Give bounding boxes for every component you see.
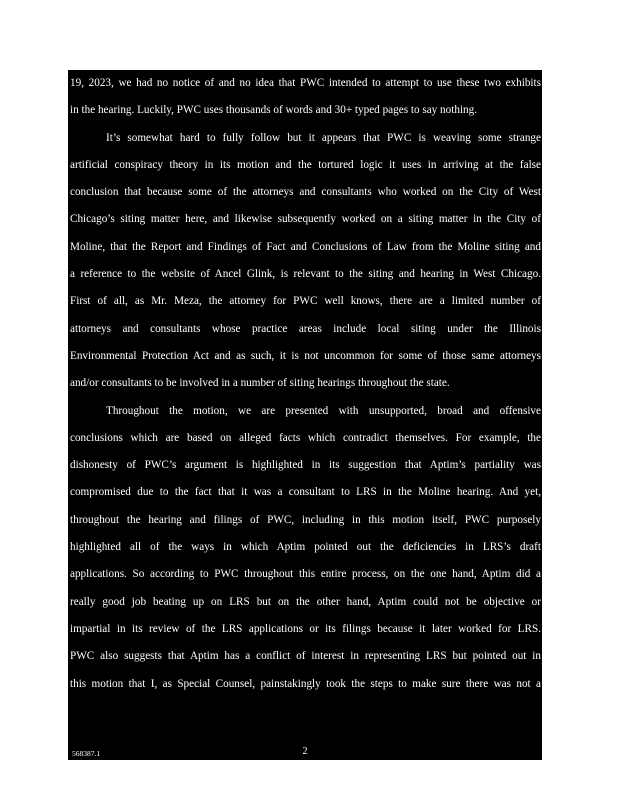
- text-line: 19, 2023, we had no notice of and no idea that PWC intended to attempt to use these two exhibits: [70, 77, 541, 89]
- text-line: It’s somewhat hard to fully follow but it appears that PWC is weaving some strange: [106, 131, 541, 144]
- text-line: Moline, that the Report and Findings of Fact and Conclusions of Law from the Moline siting and: [70, 240, 541, 253]
- text-line: compromised due to the fact that it was a consultant to LRS in the Moline hearing. And yet,: [70, 486, 541, 499]
- text-line: PWC also suggests that Aptim has a conflict of interest in representing LRS but pointed out in: [70, 650, 541, 663]
- text-line: dishonesty of PWC’s argument is highlighted in its suggestion that Aptim’s partiality was: [70, 459, 541, 472]
- text-line: and/or consultants to be involved in a number of siting hearings throughout the state.: [70, 377, 450, 390]
- text-line: highlighted all of the ways in which Aptim pointed out the deficiencies in LRS’s draft: [70, 541, 541, 554]
- body-text: [70, 70, 541, 698]
- text-line: this motion that I, as Special Counsel, painstakingly took the steps to make sure there was not a: [70, 677, 541, 690]
- text-line: Environmental Protection Act and as such, it is not uncommon for some of those same attorneys: [70, 349, 541, 362]
- text-line: in the hearing. Luckily, PWC uses thousands of words and 30+ typed pages to say nothing.: [70, 104, 478, 117]
- text-line: First of all, as Mr. Meza, the attorney for PWC well knows, there are a limited number of: [70, 295, 541, 308]
- text-line: impartial in its review of the LRS applications or its filings because it later worked for LRS.: [70, 622, 541, 635]
- text-line: conclusion that because some of the attorneys and consultants who worked on the City of West: [70, 186, 541, 199]
- text-line: Throughout the motion, we are presented with unsupported, broad and offensive: [106, 404, 541, 417]
- inverted-page-content: [68, 70, 542, 760]
- text-line: attorneys and consultants whose practice areas include local siting under the Illinois: [70, 322, 541, 335]
- text-line: Chicago’s siting matter here, and likewise subsequently worked on a siting matter in the City of: [70, 213, 541, 226]
- page-number: 2: [302, 746, 308, 757]
- text-line: throughout the hearing and filings of PWC, including in this motion itself, PWC purposely: [70, 513, 541, 526]
- text-line: applications. So according to PWC throughout this entire process, on the one hand, Aptim did a: [70, 568, 541, 581]
- text-line: really good job beating up on LRS but on the other hand, Aptim could not be objective or: [70, 595, 541, 608]
- text-line: conclusions which are based on alleged facts which contradict themselves. For example, the: [70, 431, 541, 444]
- text-line: artificial conspiracy theory in its motion and the tortured logic it uses in arriving at the false: [70, 158, 541, 171]
- text-line: a reference to the website of Ancel Glink, is relevant to the siting and hearing in West Chicago.: [70, 268, 541, 281]
- document-id-footer: 568387.1: [72, 749, 101, 758]
